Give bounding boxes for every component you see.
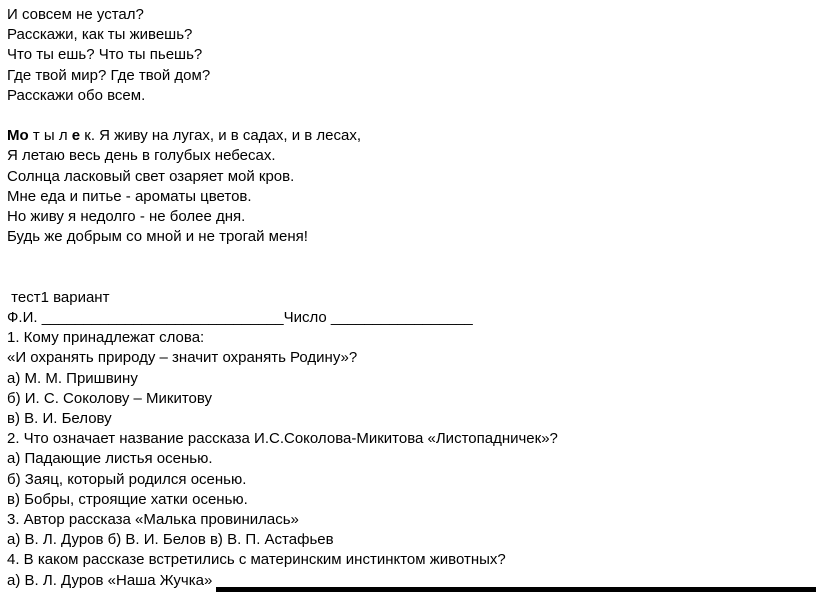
text-segment: 3. Автор рассказа «Малька провинилась» — [7, 511, 299, 529]
text-line — [7, 348, 806, 368]
text-line — [7, 470, 806, 490]
text-line — [7, 25, 806, 45]
text-segment: Расскажи обо всем. — [7, 86, 146, 104]
text-segment: т ы л — [28, 127, 72, 145]
text-segment: в) В. И. Белову — [7, 410, 112, 428]
text-segment: а) В. Л. Дуров б) В. И. Белов в) В. П. Астафьев — [7, 531, 334, 549]
text-line — [7, 5, 806, 25]
text-segment: а) Падающие листья осенью. — [7, 450, 213, 468]
text-segment: Я летаю весь день в голубых небесах. — [7, 147, 276, 165]
text-segment: Мо — [7, 127, 29, 145]
text-line — [7, 187, 806, 207]
text-line — [7, 66, 806, 86]
text-line — [7, 207, 806, 227]
blank-line — [7, 247, 806, 267]
text-segment: б) И. С. Соколову – Микитову — [7, 389, 213, 407]
text-segment: тест1 вариант — [7, 288, 110, 306]
text-line — [7, 490, 806, 510]
text-line — [7, 429, 806, 449]
text-line — [7, 167, 806, 187]
text-segment: Что ты ешь? Что ты пьешь? — [7, 46, 203, 64]
text-segment: «И охранять природу – значит охранять Родину»? — [7, 349, 358, 367]
text-segment: Мне еда и питье - ароматы цветов. — [7, 187, 252, 205]
text-segment: Ф.И. _____________________________Число _________________ — [7, 309, 473, 327]
text-line — [7, 308, 806, 328]
text-segment: 4. В каком рассказе встретились с материнским инстинктом животных? — [7, 551, 506, 569]
blank-line — [7, 268, 806, 288]
text-segment: Солнца ласковый свет озаряет мой кров. — [7, 167, 295, 185]
text-segment: в) Бобры, строящие хатки осенью. — [7, 490, 248, 508]
text-segment: Будь же добрым со мной и не трогай меня! — [7, 228, 308, 246]
text-segment: 2. Что означает название рассказа И.С.Соколова-Микитова «Листопадничек»? — [7, 430, 558, 448]
text-line — [7, 126, 806, 146]
text-segment: Где твой мир? Где твой дом? — [7, 66, 211, 84]
text-segment: И совсем не устал? — [7, 6, 144, 23]
blank-line — [7, 106, 806, 126]
text-segment: е — [71, 127, 81, 145]
text-line — [7, 288, 806, 308]
text-segment: Расскажи, как ты живешь? — [7, 26, 193, 44]
text-line — [7, 389, 806, 409]
text-segment: а) М. М. Пришвину — [7, 369, 138, 387]
bottom-black-bar — [216, 587, 816, 592]
text-segment: а) В. Л. Дуров «Наша Жучка» — [7, 571, 213, 589]
text-line — [7, 45, 806, 65]
text-line — [7, 369, 806, 389]
text-line — [7, 227, 806, 247]
document-text — [7, 5, 806, 591]
text-line — [7, 146, 806, 166]
text-line — [7, 530, 806, 550]
text-line — [7, 510, 806, 530]
text-segment: 1. Кому принадлежат слова: — [7, 329, 205, 347]
text-segment: к. Я живу на лугах, и в садах, и в лесах, — [80, 127, 361, 145]
text-line — [7, 449, 806, 469]
text-line — [7, 550, 806, 570]
text-line — [7, 86, 806, 106]
text-segment: Но живу я недолго - не более дня. — [7, 208, 246, 226]
text-line — [7, 328, 806, 348]
text-line — [7, 409, 806, 429]
text-segment: б) Заяц, который родился осенью. — [7, 470, 247, 488]
